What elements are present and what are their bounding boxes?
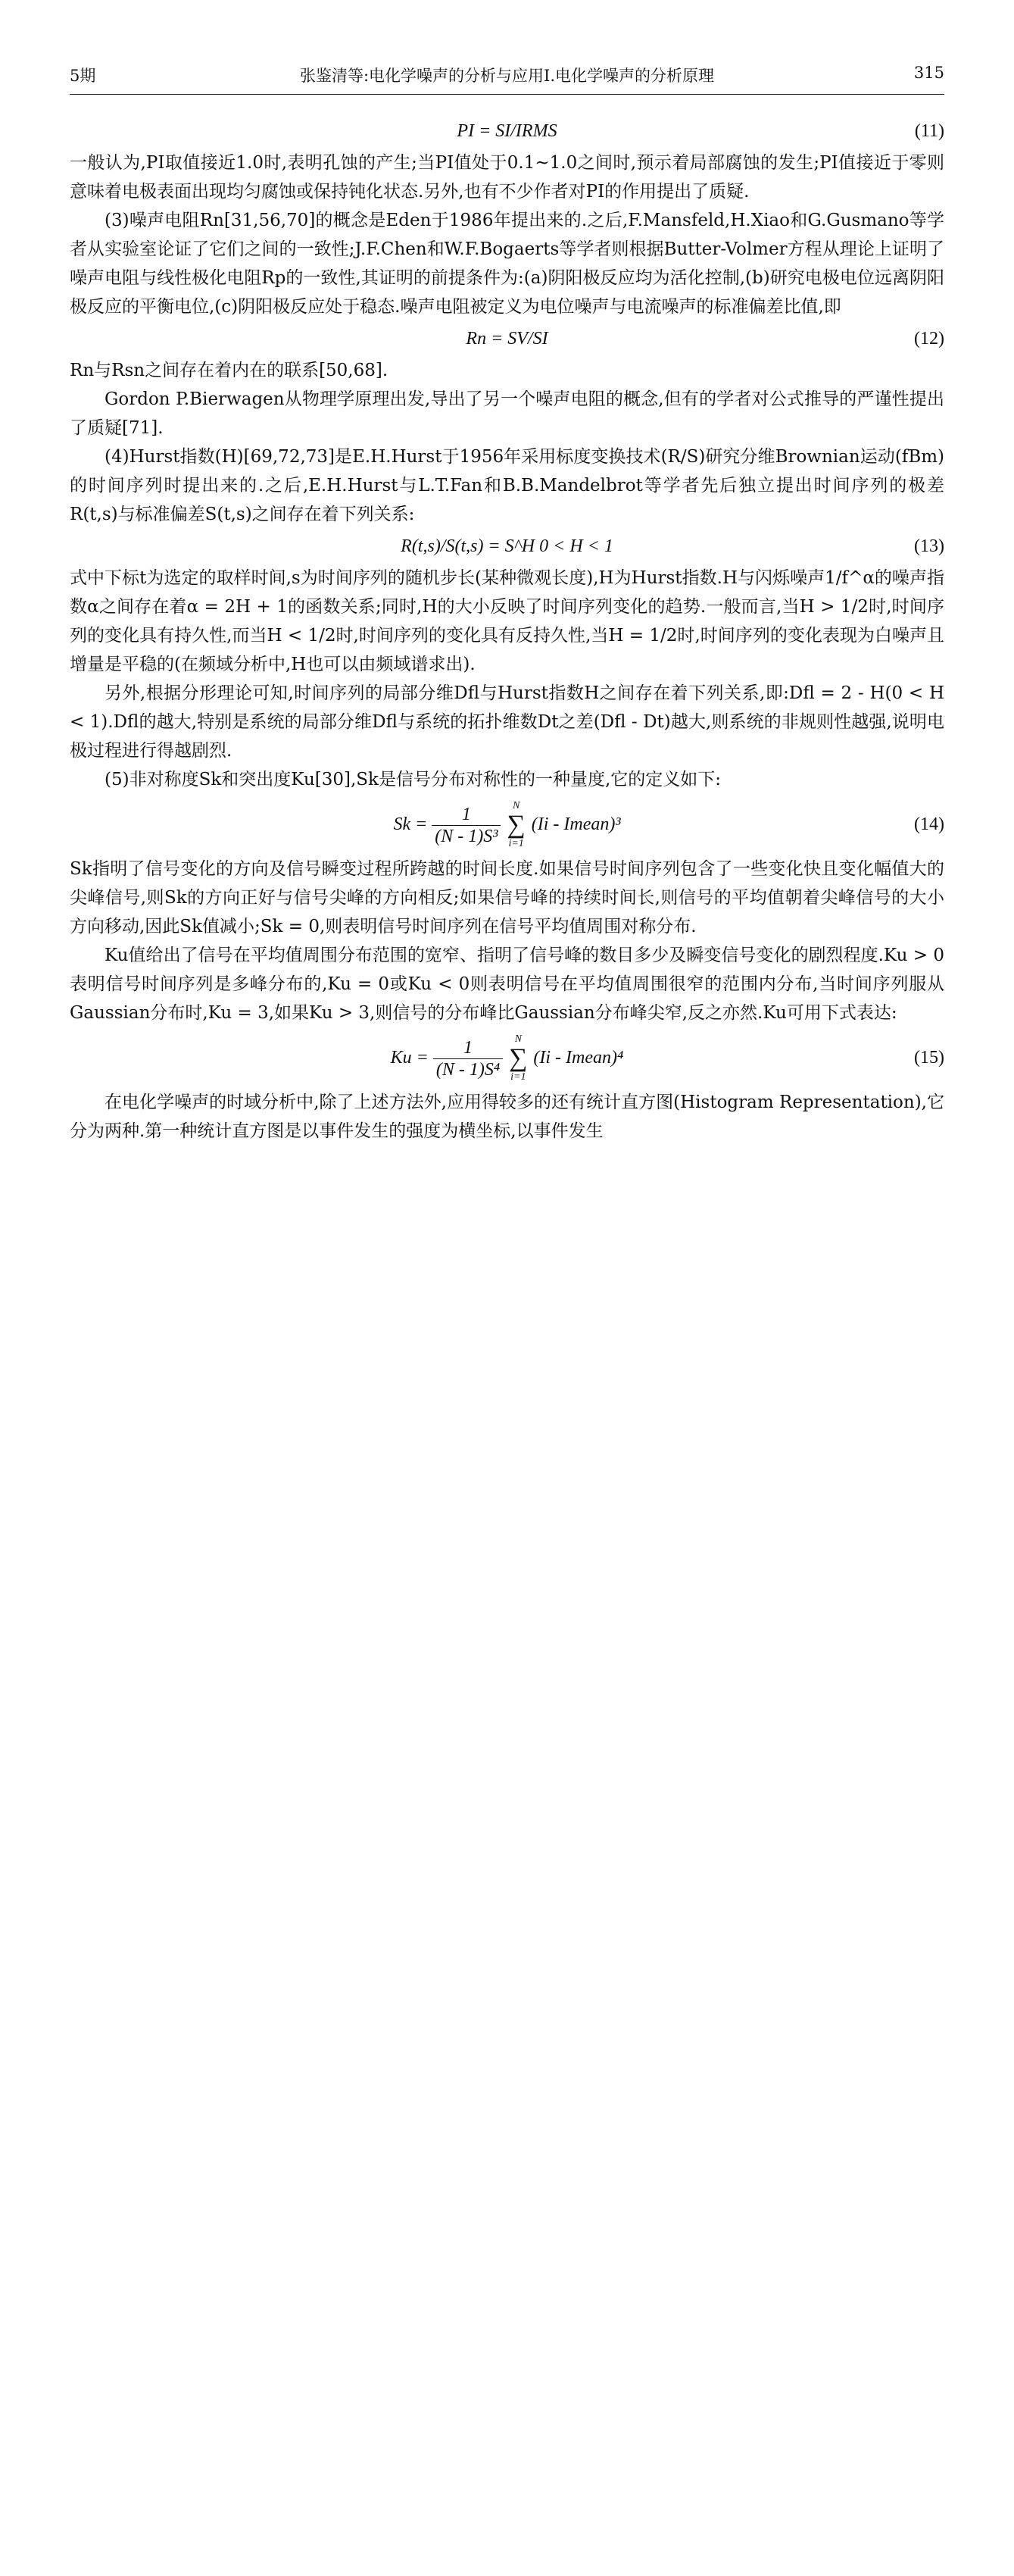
equation-15-fraction	[433, 1037, 503, 1080]
equation-14-lower-limit: i=1	[508, 838, 524, 850]
paragraph-rn-rsn: Rn与Rsn之间存在着内在的联系[50,68].	[70, 361, 388, 380]
equation-15-lower-limit: i=1	[510, 1071, 526, 1083]
paragraph-hurst: (4)Hurst指数(H)[69,72,73]是E.H.Hurst于1956年采用标度变换技术(R/S)研究分维Brownian运动(fBm)的时间序列时提出来的.之后,E.H.Hurst与L.T.Fan和B.B.Mandelbrot等学者先后独立提出时间序列的极差R(t,s)与标准偏差S(t,s)之间存在着下列关系:	[70, 447, 944, 524]
equation-11-number: (11)	[914, 121, 944, 141]
paragraph-noise-resistance: (3)噪声电阻Rn[31,56,70]的概念是Eden于1986年提出来的.之后,F.Mansfeld,H.Xiao和G.Gusmano等学者从实验室论证了它们之间的一致性;J.F.Chen和W.F.Bogaerts等学者则根据Butter-Volmer方程从理论上证明了噪声电阻与线性极化电阻Rp的一致性,其证明的前提条件为:(a)阴阳极反应均为活化控制,(b)研究电极电位远离阴阳极反应的平衡电位,(c)阴阳极反应处于稳态.噪声电阻被定义为电位噪声与电流噪声的标准偏差比值,即	[70, 211, 944, 317]
equation-15-numerator: 1	[433, 1037, 503, 1059]
page-number: 315	[913, 64, 944, 82]
equation-14-upper-limit: N	[512, 800, 520, 812]
equation-14-summation	[507, 800, 525, 850]
equation-13-number: (13)	[914, 536, 944, 556]
equation-14-rhs: (Ii - Imean)³	[531, 814, 621, 834]
equation-12	[70, 321, 944, 356]
equation-11-text: PI = SI/IRMS	[457, 121, 557, 141]
paragraph-histogram: 在电化学噪声的时域分析中,除了上述方法外,应用得较多的还有统计直方图(Histogram Representation),它分为两种.第一种统计直方图是以事件发生的强度为横坐标,以事件发生	[70, 1093, 944, 1141]
running-title: 张鉴清等:电化学噪声的分析与应用Ⅰ.电化学噪声的分析原理	[299, 67, 715, 85]
header-rule	[70, 94, 944, 95]
equation-15-summation	[509, 1033, 527, 1083]
equation-15-upper-limit: N	[514, 1033, 522, 1046]
equation-11	[70, 114, 944, 148]
article-body	[70, 114, 944, 1146]
equation-13	[70, 529, 944, 564]
equation-15-rhs: (Ii - Imean)⁴	[533, 1048, 624, 1068]
paragraph-skewness-intro: (5)非对称度Sk和突出度Ku[30],Sk是信号分布对称性的一种量度,它的定义如下:	[105, 770, 722, 789]
paragraph-fractal: 另外,根据分形理论可知,时间序列的局部分维Dfl与Hurst指数H之间存在着下列关系,即:Dfl = 2 - H(0 < H < 1).Dfl的越大,特别是系统的局部分维Dfl与系统的拓扑维数Dt之差(Dfl - Dt)越大,则系统的非规则性越强,说明电极过程进行得越剧烈.	[70, 683, 944, 761]
paragraph-pi: 一般认为,PI取值接近1.0时,表明孔蚀的产生;当PI值处于0.1~1.0之间时,预示着局部腐蚀的发生;PI值接近于零则意味着电极表面出现均匀腐蚀或保持钝化状态.另外,也有不少作者对PI的作用提出了质疑.	[70, 153, 944, 202]
equation-14-number: (14)	[914, 814, 944, 834]
equation-12-text: Rn = SV/SI	[466, 329, 548, 349]
equation-15-denominator: (N - 1)S⁴	[435, 1059, 501, 1080]
equation-14-lhs: Sk =	[393, 814, 428, 834]
issue-label: 5期	[70, 67, 96, 85]
equation-14-fraction	[432, 804, 501, 847]
running-header	[70, 64, 944, 94]
equation-15-lhs: Ku =	[390, 1048, 429, 1068]
paragraph-bierwagen: Gordon P.Bierwagen从物理学原理出发,导出了另一个噪声电阻的概念,但有的学者对公式推导的严谨性提出了质疑[71].	[70, 389, 944, 438]
equation-14	[70, 794, 944, 855]
paragraph-hurst-explanation: 式中下标t为选定的取样时间,s为时间序列的随机步长(某种微观长度),H为Hurst指数.H与闪烁噪声1/f^α的噪声指数α之间存在着α = 2H + 1的函数关系;同时,H的大小反映了时间序列变化的趋势.一般而言,当H > 1/2时,时间序列的变化具有持久性,而当H < 1/2时,时间序列的变化具有反持久性,当H = 1/2时,时间序列的变化表现为白噪声且增量是平稳的(在频域分析中,H也可以由频域谱求出).	[70, 568, 944, 674]
equation-14-numerator: 1	[432, 804, 501, 826]
equation-13-text: R(t,s)/S(t,s) = S^H 0 < H < 1	[401, 536, 613, 556]
equation-14-denominator: (N - 1)S³	[435, 826, 498, 846]
equation-12-number: (12)	[914, 329, 944, 349]
equation-15-number: (15)	[914, 1048, 944, 1068]
sigma-symbol: ∑	[507, 811, 526, 839]
paragraph-skewness-meaning: Sk指明了信号变化的方向及信号瞬变过程所跨越的时间长度.如果信号时间序列包含了一些变化快且变化幅值大的尖峰信号,则Sk的方向正好与信号尖峰的方向相反;如果信号峰的持续时间长,则信号的平均值朝着尖峰信号的大小方向移动,因此Sk值减小;Sk = 0,则表明信号时间序列在信号平均值周围对称分布.	[70, 859, 944, 936]
equation-15	[70, 1027, 944, 1088]
sigma-symbol: ∑	[509, 1044, 528, 1073]
paragraph-kurtosis: Ku值给出了信号在平均值周围分布范围的宽窄、指明了信号峰的数目多少及瞬变信号变化的剧烈程度.Ku > 0表明信号时间序列是多峰分布的,Ku = 0或Ku < 0则表明信号在平均值周围很窄的范围内分布,当时间序列服从Gaussian分布时,Ku = 3,如果Ku > 3,则信号的分布峰比Gaussian分布峰尖窄,反之亦然.Ku可用下式表达:	[70, 946, 944, 1023]
